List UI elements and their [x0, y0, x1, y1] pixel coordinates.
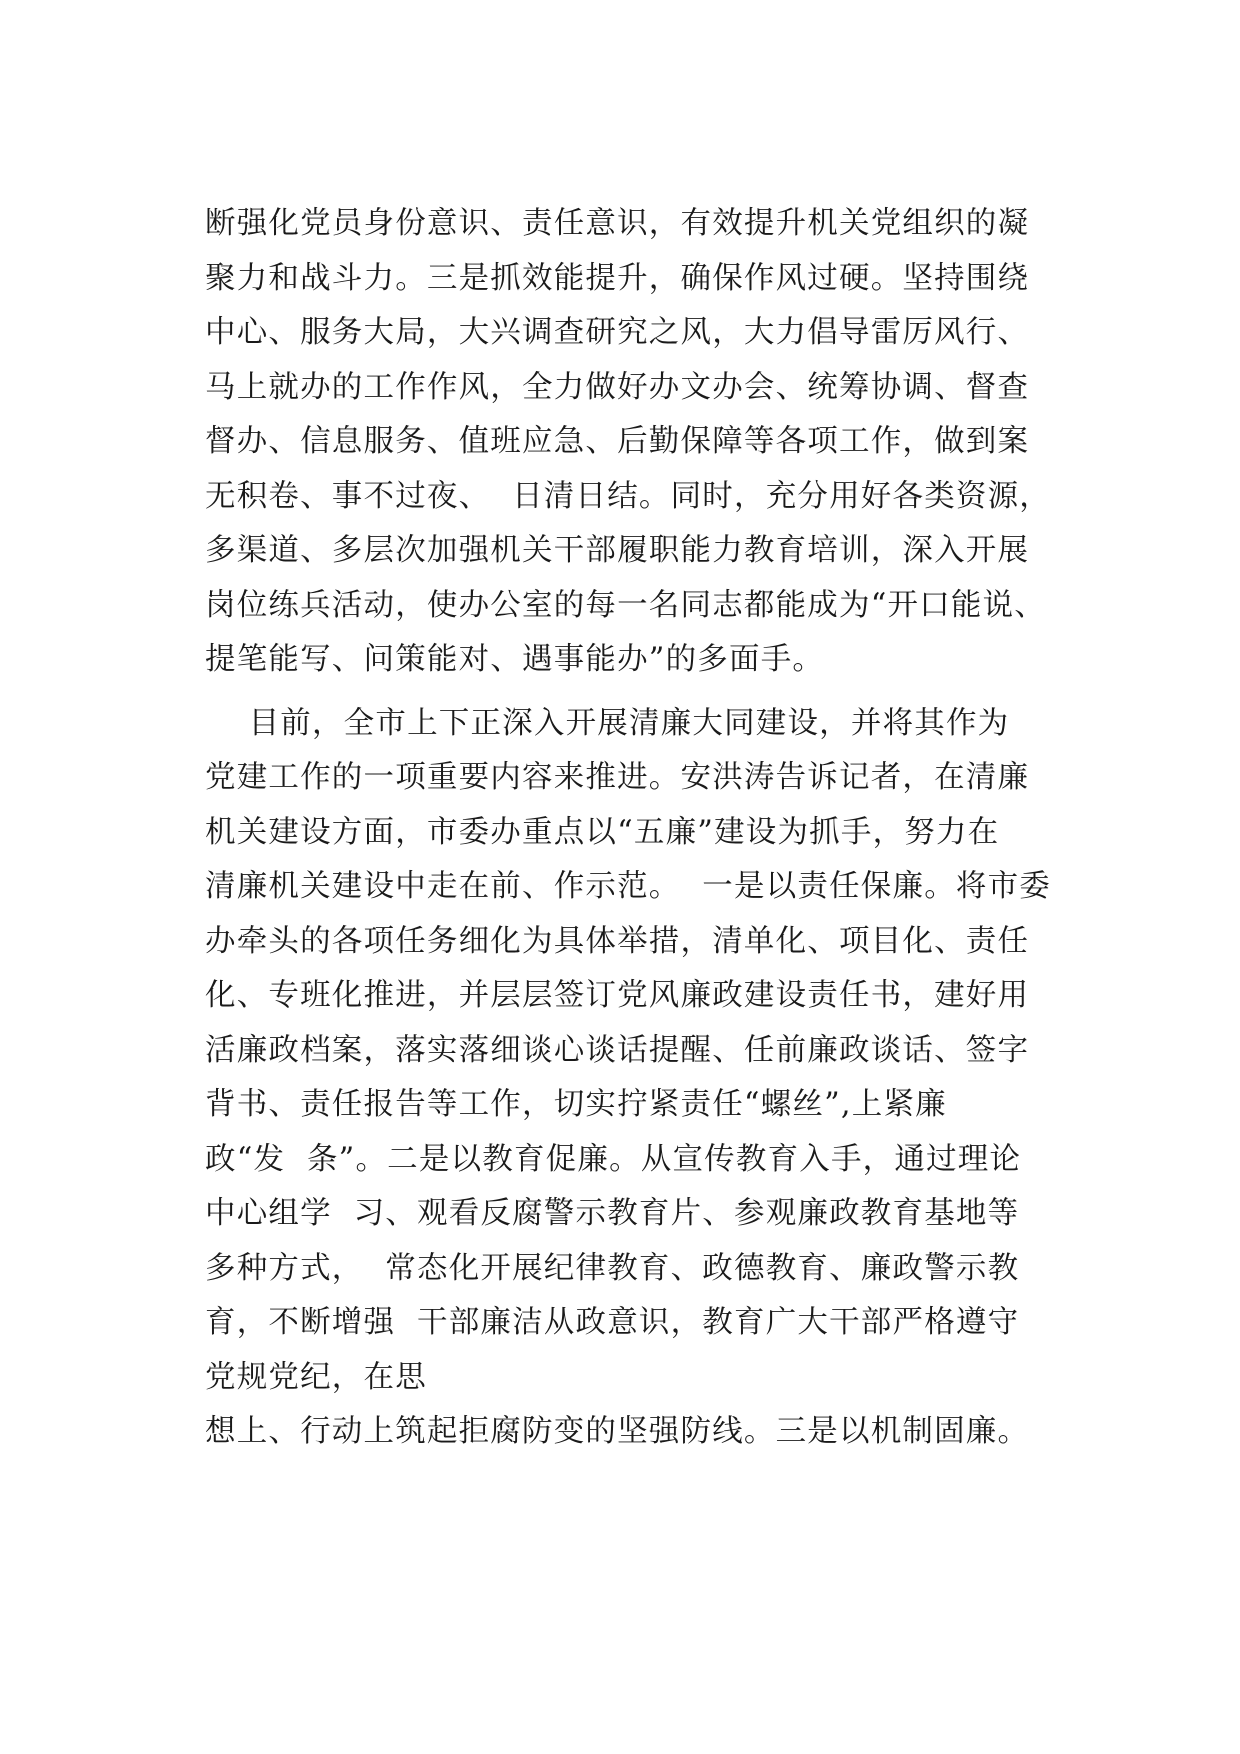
text-line: 机关建设方面，市委办重点以“五廉”建设为抓手，努力在	[205, 814, 1000, 850]
text-line: 活廉政档案，落实落细谈心谈话提醒、任前廉政谈话、签字	[205, 1032, 1030, 1068]
text-line: 化、专班化推进，并层层签订党风廉政建设责任书，建好用	[205, 978, 1030, 1013]
text-line: 马上就办的工作作风，全力做好办文办会、统筹协调、督查	[205, 369, 1030, 405]
text-line: 政“发 条”。二是以教育促廉。从宣传教育入手，通过理论	[205, 1141, 1022, 1177]
text-line: 党建工作的一项重要内容来推进。安洪涛告诉记者，在清廉	[205, 760, 1030, 795]
text-line: 中心、服务大局，大兴调查研究之风，大力倡导雷厉风行、	[205, 315, 1030, 350]
text-line: 背书、责任报告等工作，切实拧紧责任“螺丝”,上紧廉	[205, 1087, 947, 1122]
text-line: 岗位练兵活动，使办公室的每一名同志都能成为“开口能说、	[205, 587, 1046, 623]
paragraph-2	[205, 697, 1085, 1460]
text-line: 聚力和战斗力。三是抓效能提升，确保作风过硬。坚持围绕	[205, 260, 1030, 296]
text-line: 清廉机关建设中走在前、作示范。 一是以责任保廉。将市委	[205, 869, 1051, 904]
text-line: 育，不断增强 干部廉洁从政意识，教育广大干部严格遵守	[205, 1305, 1020, 1340]
text-line: 中心组学 习、观看反腐警示教育片、参观廉政教育基地等	[205, 1196, 1020, 1231]
text-line: 多种方式， 常态化开展纪律教育、政德教育、廉政警示教	[205, 1250, 1020, 1286]
text-line: 想上、行动上筑起拒腐防变的坚强防线。三是以机制固廉。	[205, 1414, 1030, 1449]
text-line: 督办、信息服务、值班应急、后勤保障等各项工作，做到案	[205, 424, 1030, 459]
text-line: 党规党纪，在思	[205, 1359, 427, 1395]
paragraph-spacer	[205, 688, 1085, 697]
body-text	[205, 197, 1085, 1460]
paragraph-1	[205, 197, 1085, 688]
text-line: 断强化党员身份意识、责任意识，有效提升机关党组织的凝	[205, 206, 1030, 241]
text-line: 多渠道、多层次加强机关干部履职能力教育培训，深入开展	[205, 533, 1030, 568]
text-line: 办牵头的各项任务细化为具体举措，清单化、项目化、责任	[205, 923, 1030, 959]
text-line: 提笔能写、问策能对、遇事能办”的多面手。	[205, 642, 825, 677]
text-line: 无积卷、事不过夜、 日清日结。同时，充分用好各类资源，	[205, 478, 1051, 514]
text-line: 目前，全市上下正深入开展清廉大同建设，并将其作为	[205, 705, 1010, 741]
